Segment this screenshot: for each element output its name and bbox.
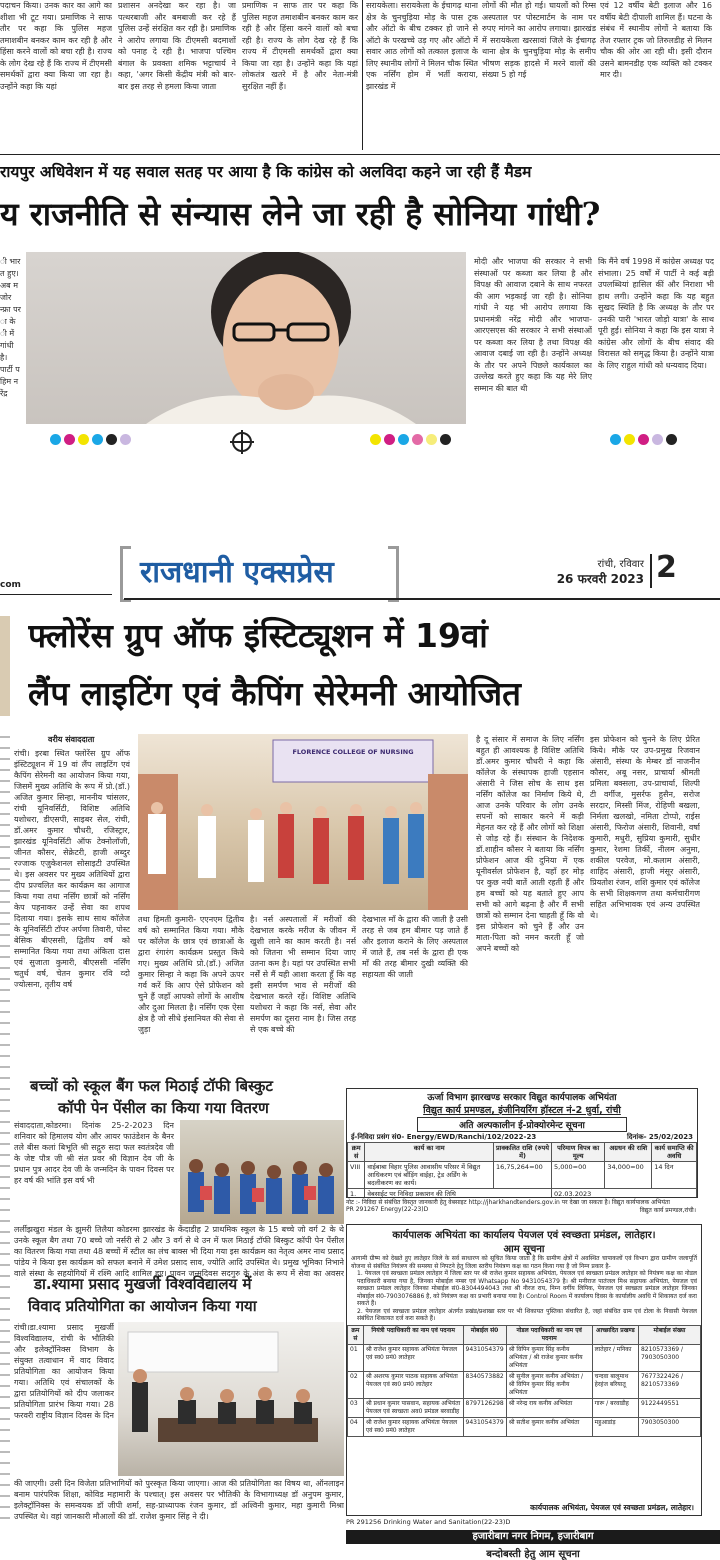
college-banner-text: FLORENCE COLLEGE OF NURSING — [292, 748, 414, 756]
debate-competition-photo — [118, 1322, 344, 1476]
masthead-bracket-left — [120, 546, 131, 602]
story3-body: की जाएगी। उसी दिन विजेता प्रतिभागियों को पुरस्कृत किया जाएगा। आज की प्रतियोगिता का विषय था, ऑनलाइन बनाम पारंपरिक शिक्षा, कोविड महामारी के पश्चात्। इस अवसर पर भौतिकी के विभागाध्यक्ष डॉ अनुपम कुमार, इलेक्ट्रॉनिक्स के समन्वयक डॉ जीपी शर्मा, सह-प्राध्यापक रंजन कुमार, डॉ अश्विनी कुमार, महा कुमारी मिश्रा उपस्थित थे। वहां जानकारी मौआलों की डॉ. राजेश कुमार सिंह ने दी। — [14, 1479, 344, 1521]
masthead-bottom-rule — [124, 598, 720, 600]
tender1-cell: VIII — [348, 1162, 365, 1189]
color-registration-dots-right — [610, 434, 677, 445]
sonia-headline: य राजनीति से संन्यास लेने जा रही है सोनिया गांधी? — [0, 195, 601, 233]
masthead-title: राजधानी एक्सप्रेस — [140, 555, 334, 590]
tender2-cell: 8210573369 / 7903050300 — [638, 1344, 700, 1371]
tender2-cell: 7903050300 — [638, 1417, 700, 1436]
tender2-cell: लातेहार / मनिका — [592, 1344, 638, 1371]
bottom-notice-bar — [346, 1530, 720, 1544]
sonia-article-col-mid: मोदी और भाजपा की सरकार ने सभी संस्थाओं पर कब्जा कर लिया है और विपक्ष की आवाज दबाने के साथ नफरत की आग भड़काई जा रही है। सोनिया गांधी ने यह भी आरोप लगाया कि प्रधानमंत्री नरेंद्र मोदी और भाजपा-आरएसएस की सरकार ने सभी संस्थाओं पर कब्जा कर लिया है तथा विपक्ष की आवाज दबाई जा रही है। उन्होंने अध्यक्ष के तौर पर अपने पिछले कार्यकाल का उल्लेख करते हुए कहा कि यह मेरे लिए सम्मान की बात थी — [474, 257, 592, 393]
lead-article-col-1: रांची। इरबा स्थित फ्लोरेंस ग्रुप ऑफ इंस्टिट्यूशन में 19 वां लैंप लाइटिंग एवं कैपिंग सेरेमनी का आयोजन किया गया, जिसमें मुख्य अतिथि के रूप में प्रो.(डॉ.) अजित कुमार सिन्हा, माननीय चांसलर, रांची यूनिवर्सिटी, विशिष्ट अतिथि यशोधरा, डीएसपी, साइबर सेल, रांची, डॉ.अमर कुमार चौधरी, रजिस्ट्रार, झारखंड यूनिवर्सिटी ऑफ टेक्नोलॉजी, जीनत कौसर, सेक्रेटरी, हाजी अब्दुर रज्जाक एजुकेशनल सोसाइटी उपस्थित थे। इस अवसर पर मुख्य अतिथियों द्वारा दीप प्रज्वलित कर कार्यक्रम का आगाज किया गया तथा नर्सिंग छात्रों को नर्सिंग केप पहनाकर उन्हें सेवा का शपथ दिलाया गया। इसके साथ साथ कॉलेज के यूनिवर्सिटी टॉपर अर्पणा तिवारी, पोस्ट बेसिक बीएससी, द्वितीय वर्ष को सम्मानित किया गया तथा अंकिता दास एवं सुजाता कुमारी, बीएससी नर्सिंग चतुर्थ वर्ष, चेतन कुमार रवि व्दो ज्योत्सना, तृतीय वर्ष — [14, 749, 130, 989]
tender1-cell: 14 दिन — [652, 1162, 697, 1189]
tender2-cell: श्री प्रधान कुमार पासवान, सहायक अभियंता पेयजल एवं स्वच्छता अव0 प्रमंडल बरवाडीह — [363, 1398, 463, 1417]
energy-tender-notice — [346, 1088, 698, 1198]
lead-headline-line-1: फ्लोरेंस ग्रुप ऑफ इंस्टिट्यूशन में 19वां — [28, 616, 488, 655]
tender1-schedule-row — [348, 1189, 697, 1199]
story2-headline-line-2: कॉपी पेन पेंसील का किया गया वितरण — [58, 1099, 269, 1117]
tender2-cell: महुआडांड़ — [592, 1417, 638, 1436]
tender2-header-cell: मोबाईल संख्या — [638, 1325, 700, 1344]
tender2-point-1: 1. पेयजल एवं स्वच्छता प्रमंडल लातेहार में जिला स्तर पर श्री राजेश कुमार सहायक अभियंता, पेयजल एवं स्वच्छता प्रमंडल लातेहार को नियंत्रण कक्ष का नोडल पदाधिकारी बनाया गया है, जिनका मोबाईल नम्बर एवं Whatsapp No 9431054379 है। श्री मनीराज पातंजल मिश्र सहायक अभियंता, पेयजल एवं स्वच्छता प्रमंडल लातेहार जिनका मोबाईल सं0-8304494043 तथा श्री नीरज राय, निम्न वर्गीय लिपिक, पेयजल एवं स्वच्छता प्रमंडल लातेहार जिनका मोबाईल सं0-7903076886 है, को नियंत्रण कक्ष का प्रभारी बनाया गया है। Control Room में कार्यालय दिवस के कार्यालीय अवधि में शिकायत दर्ज करा सकते हैं। — [357, 1270, 697, 1307]
sonia-article-col-right: कि मैंने वर्ष 1998 में कांग्रेस अध्यक्ष पद संभाला। 25 वर्षों में पार्टी ने कई बड़ी उपलब्धियां हासिल कीं और निराशा भी हाथ लगी। उन्होंने कहा कि यह बहुत सुखद स्थिति है कि अध्यक्ष के तौर पर उनकी पारी 'भारत जोड़ो यात्रा' के साथ पूरी हुई। सोनिया ने कहा कि इस यात्रा ने कांग्रेस और लोगों के बीच संवाद की विरासत को समृद्ध किया है। उन्होंने यात्रा के लिए राहुल गांधी को धन्यवाद दिया। — [598, 257, 714, 370]
masthead-bracket-right — [388, 546, 399, 602]
sonia-gandhi-photo — [26, 252, 466, 424]
tender2-cell: चन्दवा बालूमाथ हेरहंज बरियातू — [592, 1371, 638, 1398]
table-row — [348, 1344, 701, 1371]
top-article-col-4: सरायकेला। सरायकेला के ईचागढ़ थाना क्षेत्र के चुनचुड़िया मोड़ के पास ट्रक और ऑटो के बीच टक्कर हो जाने से ऑटो के परखच्चे उड़ गए और ऑटो में सवार आठ लोगों को तत्काल इलाज के लिए स्थानीय लोगों ने मिलन चौक स्थित एक नर्सिंग होम में भर्ती कराया, झारखंड में — [366, 1, 478, 91]
tender1-header-cell: प्राक्कलित राशि (रुपये में) — [493, 1143, 551, 1162]
lead-article-col-3: है। नर्स अस्पतालों में मरीजों की देखभाल करके मरीज के जीवन में खुशी लाने का काम करती है। नर्स को जितना भी सम्मान दिया जाए उतना कम है। यहां पर उपस्थित सभी नर्सें से मैं यही आशा करता हूँ कि वह इसी समर्पण भाव से मरीजों की देखभाल करते रहें। विशिष्ट अतिथि यशोधरा ने कहा कि नर्स, सेवा और समर्पण का दूसरा नाम है। जिस तरह से एक बच्चे की — [250, 915, 356, 1034]
masthead-page-divider — [650, 554, 652, 588]
tender2-cell: श्री विपिन कुमार सिंह कनीय अभियंता / श्री राजेश कुमार कनीय अभियंता — [506, 1344, 592, 1371]
tender1-office: विद्युत कार्य प्रमण्डल, इंजीनियरिंग हॉस्टल नं-2 धुर्वा, रांची — [423, 1105, 621, 1116]
tender1-date: दिनांक- 25/02/2023 — [626, 1133, 693, 1141]
tender2-cell: श्री अशरफ कुमार पाठक सहायक अभियंता पेयजल एवं स्व0 प्रमं0 लातेहार — [363, 1371, 463, 1398]
top-article-col-1: पदाचन किया। उनक कार का आगे का शीशा भी टूट गया। प्रमाणिक ने साफ तौर पर कहा कि पुलिस महज तमाशबीन बनकर काम कर रही है और हिंसा करने वालों को बचा रही है। राज्य के लोग देख रहे हैं कि राज्य में टीएमसी समर्थकों द्वारा क्या किया जा रहा है। उन्होंने कहा कि यहां — [0, 1, 112, 91]
column-divider — [362, 0, 363, 150]
tender2-cell: श्री राजेश कुमार सहायक अभियंता पेयजल एवं स्व0 प्रमं0 लातेहार — [363, 1417, 463, 1436]
tender1-header-cell: कार्य समाप्ति की अवधि — [652, 1143, 697, 1162]
tender1-note: नोट :- निविदा से संबंधित विस्तृत जानकारी हेतु वेबसाइट http://jharkhandtenders.gov.in पर देखा जा सकता है। विद्युत कार्यपालक अभियंता — [346, 1199, 670, 1206]
tender2-cell: 02 — [348, 1371, 364, 1398]
bottom-notice-org: हजारीबाग नगर निगम, हजारीबाग — [472, 1531, 594, 1542]
tender2-cell: श्री सतीश कुमार कनीय अभियंता — [506, 1417, 592, 1436]
lead-byline: वरीय संवाददाता — [48, 735, 95, 744]
tender1-cell: 5,000=00 — [552, 1162, 605, 1189]
story3-col-left: रांची।डा.श्यामा प्रसाद मुखर्जी विश्वविद्यालय, रांची के भौतिकी और इलेक्ट्रॉनिक्स विभाग के संयुक्त तत्वाधान में वाद विवाद प्रतियोगिता का आयोजन किया गया। अतिथि एवं संचालकों के द्वारा प्रतियोगियों को दीप जलाकर प्रतियोगिता प्रारंभ किया गया। 28 फरवरी राष्ट्रीय विज्ञान दिवस के दिन — [14, 1323, 114, 1420]
bottom-notice-title: बन्दोबस्ती हेतु आम सूचना — [486, 1549, 580, 1560]
color-registration-dots-left — [50, 434, 131, 445]
top-clipping — [0, 0, 720, 460]
masthead-city-day: रांची, रविवार — [597, 559, 644, 570]
tender2-header-cell: मोबाईल सं0 — [463, 1325, 506, 1344]
tender2-cell: गारू / बरवाडीह — [592, 1398, 638, 1417]
tender1-cell: 16,75,264=00 — [493, 1162, 551, 1189]
tender1-notice-no: ई-निविदा प्रसंग सं0- Energy/EWD/Ranchi/102/2022-23 — [351, 1133, 537, 1141]
tender1-table — [347, 1142, 697, 1198]
tender1-header-cell: अग्रधन की राशि — [605, 1143, 652, 1162]
left-fragment-column: ी भारत हुए। अब मजोर न्फ्रा पर ा के ी में गांधी है। पार्टी पहिम नरेंद्र — [0, 257, 21, 398]
lead-article-col-6: इस प्रोफेशन को चुनने के लिए प्रेरित किये। मौके पर उप-प्रमुख रिजवान अंसारी, संस्था के मेम्बर डॉ नाजनीन कौसर, अबू नसर, प्राचार्या श्रीमती प्रमिला बक्सला, उप-प्राचार्या, शिल्पी टी वर्गीज, मुसर्रफ हुसैन, सरोज सरदार, मिस्सी मिंज, रोहिणी बखला, निर्मला खलखो, नमिता टोप्पो, राईस अंसारी, फिरोज अंसारी, शिवानी, वर्षा कुमारी, मधुरी, सुप्रिया कुमारी, सुधीर कुमार, रेशमा तिर्की, नीलम अनुमा, शकील परवेज, मो.कलाम अंसारी, शाहिद अंसारी, हाजी मंसूर अंसारी, प्रियतोश रंजन, शशि कुमार एवं कॉलेज के सभी शिक्षकगण तथा कर्मचारीगण सहित अभिभावक एवं अन्य उपस्थित थे। — [590, 735, 700, 920]
tender2-cell: 03 — [348, 1398, 364, 1417]
tender2-cell: 9431054379 — [463, 1344, 506, 1371]
tender2-cell: 8340573882 — [463, 1371, 506, 1398]
tender2-cell: 01 — [348, 1344, 364, 1371]
tender2-header-cell: क्रम सं — [348, 1325, 364, 1344]
story2-col-left: संवाददाता,कोडरमा। दिनांक 25-2-2023 दिन शनिवार को हिमालय योग और आयर फाउंडेशन के बैनर तले बीस कलां बिभूति श्री सद्गुरु सदा फल स्वतंत्रदेव जी के जेष्ट पौत्र जी श्री संत प्रवर श्री विज्ञान देव जी के प्रधान पुत्र आदर देव जी के जन्मदिन के पावन दिवस पर हर वर्ष की भांति इस वर्ष भी — [14, 1121, 174, 1185]
lead-article-col-2: तथा हिमती कुमारी- एएनएम द्वितीय वर्ष को सम्मानित किया गया। मौके पर कॉलेज के छात्र एवं छात्राओं के द्वारा रंगारंग कार्यक्रम प्रस्तुत किये गए। मुख्य अतिथि प्रो.(डॉ.) अजित कुमार सिन्हा ने कहा कि अपने ऊपर गर्व करें कि आप ऐसे प्रोफेशन को चुने हैं जहाँ आपको लोगों के आशीष और दुआ मिलता है। नर्सिंग एक ऐसा क्षेत्र है जो सीधे इंसानियत की सेवा से जुड़ा — [138, 915, 244, 1034]
tender1-header-cell: क्रम सं — [348, 1143, 365, 1162]
masthead-date: 26 फरवरी 2023 — [556, 572, 644, 586]
tender2-intro: आगामी ग्रीष्म को देखते हुए लातेहार जिले के सर्व साधारण को सूचित किया जाता है कि ग्रामीण क्षेत्रों में अवस्थित चापाकलों एवं विभाग द्वारा ग्रामीण जलापूर्ति योजना से संबंधित नियंत्रण की समस्या से निपटने हेतु जिला स्तरीय नियंत्रण कक्ष का गठन किया गया है जो निम्न प्रकार है- — [351, 1255, 697, 1270]
tender2-cell: 7677322426 / 8210573369 — [638, 1371, 700, 1398]
tender2-office: कार्यपालक अभियंता का कार्यालय पेयजल एवं स्वच्छता प्रमंडल, लातेहार। — [392, 1230, 656, 1241]
tender2-header-cell: नोडल पदाधिकारी का नाम एवं पदनाम — [506, 1325, 592, 1344]
tender2-cell: 9122449551 — [638, 1398, 700, 1417]
story2-headline-line-1: बच्चों को स्कूल बैंग फल मिठाई टॉफी बिस्कुट — [30, 1077, 273, 1095]
lead-article-col-5: है दू संसार में समाज के लिए नर्सिंग बहुत ही आवश्यक है विशिष्ट अतिथि डॉ.अमर कुमार चौधरी ने कहा कि कॉलेज के संस्थापक हाजी एहसान अंसारी ने जिस सोच के साथ इस नर्सिंग कॉलेज का निर्माण किये थे, आज उनके परिवार के लोग उनके सपनों को साकार करने में कड़ी मेहनत कर रहे हैं और लोगों को शिक्षा से जोड़ रहे हैं। संस्थान के निदेशक डॉ.शाहीन कौसर ने बताया कि नर्सिंग प्रोफेशन आज की दुनिया में एक यूनीवर्सल प्रोफेशन है, यहाँ हर मोड़ पर कुछ नयी बातें आती रहती हैं और हम बच्चों को यह बताते हुए आप सभी को आगे बढ़ना है और मैं सभी छात्रों को सम्मान देना चाहती हूँ कि वो इस प्रोफेशन को चुने हैं और उन माता-पिता को नमन करती हूँ जो अपने बच्चों को — [476, 735, 584, 953]
left-edge-photo-fragment — [0, 616, 10, 716]
tender1-cell: 34,000=00 — [605, 1162, 652, 1189]
tender1-department: ऊर्जा विभाग झारखण्ड सरकार विद्युत कार्यपालक अभियंता — [427, 1093, 617, 1103]
tender2-header-cell: नियंत्री पदाधिकारी का नाम एवं पदनाम — [363, 1325, 463, 1344]
tender1-header-cell: कार्य का नाम — [365, 1143, 494, 1162]
kicker-text: रायपुर अधिवेशन में यह सवाल सतह पर आया है कि कांग्रेस को अलविदा कहने जा रही हैं मैडम — [0, 163, 532, 181]
water-sanitation-notice — [346, 1224, 702, 1516]
tender1-cell: 1. — [348, 1189, 365, 1199]
tender1-footer — [346, 1198, 696, 1214]
masthead-page-number: 2 — [656, 550, 677, 585]
lamp-lighting-ceremony-photo — [138, 734, 468, 910]
tender2-cell: 04 — [348, 1417, 364, 1436]
tender2-cell: 8797126298 — [463, 1398, 506, 1417]
lead-headline-line-2: लैंप लाइटिंग एवं कैपिंग सेरेमनी आयोजित — [28, 674, 521, 713]
tender2-cell: श्री राजेश कुमार सहायक अभियंता पेयजल एवं स्व0 प्रमं0 लातेहार — [363, 1344, 463, 1371]
story2-body: लर्लीझखुरा मंडल के झुमरी तिलैया कोडरमा झारखंड के केंदाडीह 2 प्राथमिक स्कूल के 15 बच्चे जो वर्ग 2 के थे उनके स्कूल बैग तथा 70 बच्चे जो नर्सरी से 2 और 3 वर्ग से थे उन में फल मिठाई टॉफी बिस्कुट कॉपी पेन पेंसील का वितरण किया गया तथा 48 बच्चों में स्टील का लंच बाक्स भी दिया गया इस कार्यक्रम का नेतृत्व अमर नाथ प्रसाद पांडेय ने किया इस कार्यक्रम को सफल बनाने में उमेश प्रसाद साव, ज्योति आदि उपस्थित थे। प्रमुख भूमिका निभाने वाले संस्था के सहयोगियों में रश्मि आदि शामिल हुए। पावन जन्मदिवस सदगुरु के अंश के रूप में सेवा का अवसर — [14, 1225, 344, 1278]
registration-mark — [232, 432, 252, 452]
story3-headline-line-2: विवाद प्रतियोगिता का आयोजन किया गया — [28, 1297, 257, 1315]
color-registration-dots-middle — [370, 434, 451, 445]
tender2-cell: श्री नरेन्द्र राय कनीय अभियंता — [506, 1398, 592, 1417]
tender1-cell: वेबसाईट पर निविदा प्रकाशन की तिथि — [365, 1189, 552, 1199]
lead-article-col-4: देखभाल माँ के द्वारा की जाती है उसी तरह से जब हम बीमार पड़ जाते हैं और इलाज कराने के लिए अस्पताल में जाते हैं, तब नर्स के द्वारा ही एक माँ की तरह बीमार दुखी व्यक्ति की सहायता की जाती — [362, 915, 468, 979]
tender1-footer-left: PR 291267 Energy(22-23)D — [346, 1206, 429, 1213]
masthead-rule-left — [0, 594, 112, 595]
tender1-title: अति अल्पकालीन ई-प्रोक्योरमेन्ट सूचना — [417, 1117, 627, 1132]
tender2-cell: श्री सुनील कुमार कनीय अभियंता / श्री विपिन कुमार सिंह कनीय अभियंता — [506, 1371, 592, 1398]
tender2-signature: कार्यपालक अभियंता, पेयजल एवं स्वच्छता प्रमंडल, लातेहार। — [530, 1503, 694, 1512]
top-article-col-3: प्रमाणिक न साफ तार पर कहा कि पुलिस महज तमाशबीन बनकर काम कर रही है और हिंसा करने वालों को बचा रही है। राज्य के लोग देख रहे हैं कि राज्य में टीएमसी समर्थकों द्वारा क्या किया जा रहा है। उन्होंने कहा कि यहां लोकतंत्र खतरे में है और नेता-मंत्री सुरक्षित नहीं हैं। — [242, 1, 358, 91]
tender2-footer: PR 291256 Drinking Water and Sanitation(22-23)D — [346, 1518, 511, 1526]
tender1-header-cell: परिमाण विपत्र का मूल्य — [552, 1143, 605, 1162]
tender1-cell: वाईबाबा विहार पुलिस आवासीय परिसर में विद्युत आधिकरण एवं बाँड़िंग वाईहा, ट्रेड अर्डिंग के बदलीकरण का कार्य। — [365, 1162, 494, 1189]
tender2-point-2: 2. पेयजल एवं स्वच्छता प्रमंडल लातेहार अंतर्गत प्रखंड/प्रशाखा स्तर पर भी शिकायत पुस्तिका संधारित है, जहां संबंधित ग्राम एवं टोला के निवासी पेयजल संबंधित शिकायत दर्ज करा सकते हैं। — [357, 1307, 697, 1322]
tender2-title: आम सूचना — [503, 1244, 545, 1255]
top-article-col-6: एवं 12 वर्षीय बेटी इलाज और 16 वर्षीय बेटी दीपाली शामिल हैं। घटना के संबंध में स्थानीय लोगों ने बताया कि तेज रफ्तार ट्रक जो तिरुलडीह से मिलन चौक की ओर आ रही थी। इसी दौरान उसने बामनडीह एक व्यक्ति को टक्कर मार दी। — [600, 1, 712, 79]
kicker-rule — [0, 154, 720, 155]
page-clipping — [0, 506, 720, 1560]
tender1-cell: 02.03.2023 — [552, 1189, 697, 1199]
tender1-footer-right: विद्युत कार्य प्रमण्डल,रांची। — [639, 1207, 696, 1214]
tender2-cell: 9431054379 — [463, 1417, 506, 1436]
top-article-col-5: लोगों की मौत हो गई। घायलों को रिम्स अस्पताल पर पोस्टमार्टम के नाम पर रुपए मांगने का आरोप लगाया। झारखंड में सरायकेला खरसावां जिले के ईचागढ़ थाना क्षेत्र के चुनचुड़िया मोड़ के समीप भीषण सड़क हादसे में मरने वालों की संख्या 5 हो गई — [482, 1, 596, 79]
top-article-col-2: प्रशासन अनदेखा कर रहा है। जा पत्थरबाजी और बमबाजी कर रहे हैं पुलिस उन्हें संरक्षित कर रही है। प्रमाणिक ने आरोप लगाया कि टीएमसी बदमाशों को पनाह दे रही है। भाजपा पश्चिम बंगाल के प्रवक्ता शमिक भट्टाचार्य ने कहा, 'अगर किसी केंद्रीय मंत्री को बार-बार इस तरह से हमला किया जाता — [118, 1, 236, 91]
table-row — [348, 1417, 701, 1436]
table-row — [348, 1371, 701, 1398]
school-children-photo — [180, 1120, 344, 1224]
table-row — [348, 1398, 701, 1417]
tender2-table — [347, 1325, 701, 1437]
tender2-header-cell: आच्छादित प्रखण्ड — [592, 1325, 638, 1344]
left-edge-text-fragment — [0, 736, 10, 1526]
url-fragment: com — [0, 580, 21, 590]
story3-headline-line-1: डा.श्यामा प्रसाद मुखर्जी विश्वविद्यालय में — [34, 1275, 252, 1293]
